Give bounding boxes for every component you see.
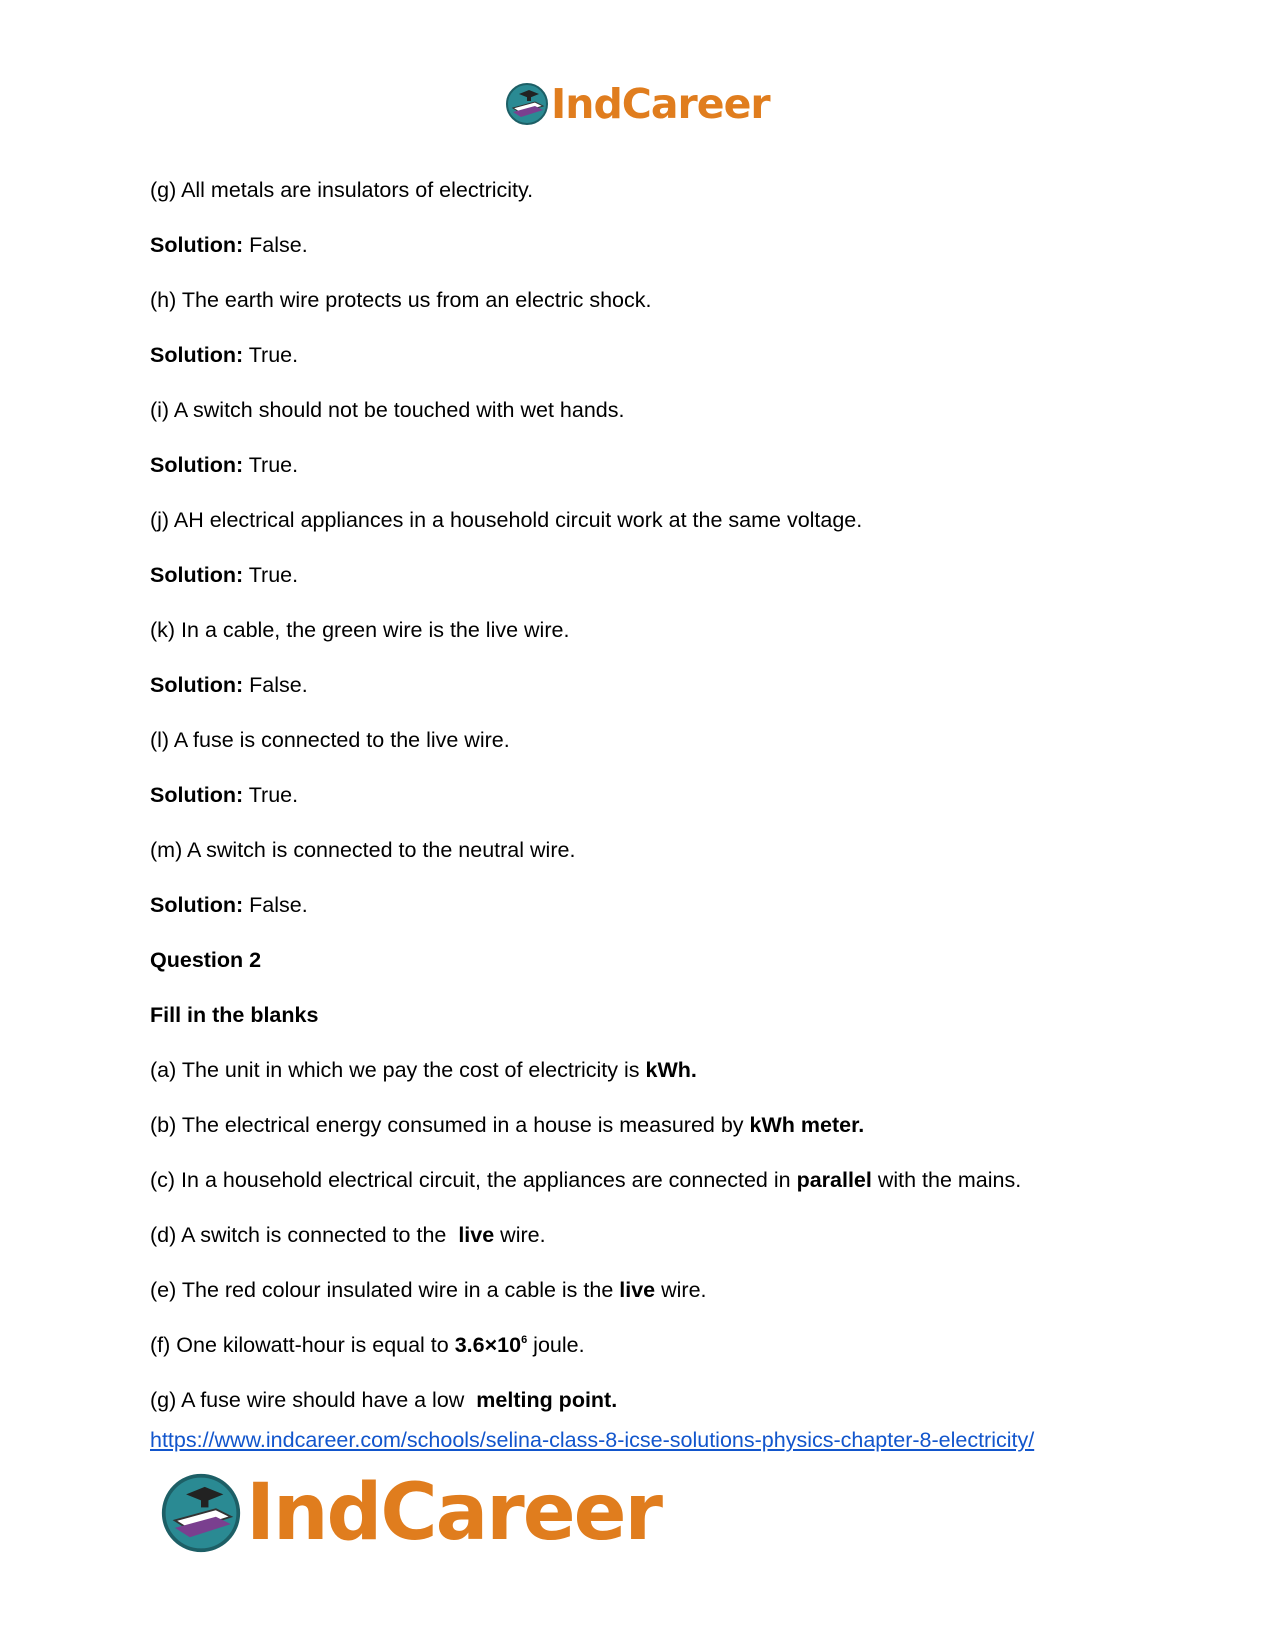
blank-g: (g) A fuse wire should have a low melting point. [150,1388,618,1412]
statement-l: (l) A fuse is connected to the live wire. [150,728,510,752]
statement-k: (k) In a cable, the green wire is the live wire. [150,618,570,642]
source-url-link[interactable]: https://www.indcareer.com/schools/selina-class-8-icse-solutions-physics-chapter-8-electricity/ [150,1428,1035,1452]
solution-j: Solution: True. [150,563,299,587]
document-body [150,177,1150,1413]
solution-i: Solution: True. [150,453,299,477]
statement-g: (g) All metals are insulators of electricity. [150,178,534,202]
statement-j: (j) AH electrical appliances in a household circuit work at the same voltage. [150,508,863,532]
indcareer-logo-bottom [160,1468,661,1558]
globe-book-icon [505,82,549,126]
indcareer-logo-top [505,78,770,130]
question-heading: Question 2 [150,948,262,972]
statement-i: (i) A switch should not be touched with wet hands. [150,398,625,422]
globe-book-icon [160,1472,242,1554]
blank-b: (b) The electrical energy consumed in a house is measured by kWh meter. [150,1113,865,1137]
solution-k: Solution: False. [150,673,308,697]
solution-g: Solution: False. [150,233,308,257]
blank-c: (c) In a household electrical circuit, the appliances are connected in parallel with the mains. [150,1168,1022,1192]
logo-wordmark: IndCareer [246,1468,661,1558]
solution-h: Solution: True. [150,343,299,367]
blank-e: (e) The red colour insulated wire in a cable is the live wire. [150,1278,707,1302]
logo-wordmark: IndCareer [551,80,770,128]
statement-h: (h) The earth wire protects us from an electric shock. [150,288,652,312]
solution-m: Solution: False. [150,893,308,917]
blank-d: (d) A switch is connected to the live wire. [150,1223,546,1247]
blank-f: (f) One kilowatt-hour is equal to $3.6\times 10^6$ joule. [150,1333,585,1357]
solution-l: Solution: True. [150,783,299,807]
blank-a: (a) The unit in which we pay the cost of electricity is kWh. [150,1058,697,1082]
statement-m: (m) A switch is connected to the neutral wire. [150,838,576,862]
question-subheading: Fill in the blanks [150,1003,319,1027]
